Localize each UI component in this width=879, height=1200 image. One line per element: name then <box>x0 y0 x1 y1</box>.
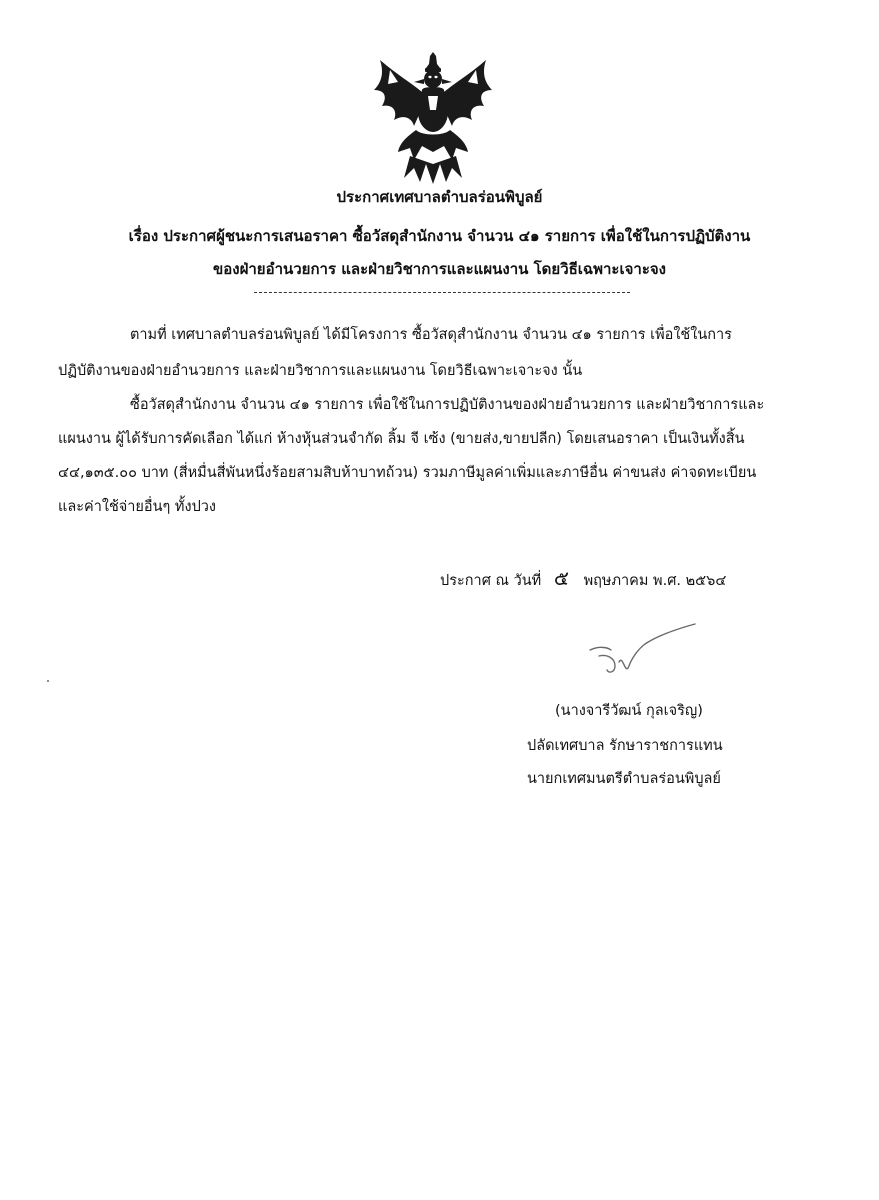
scan-speck <box>47 680 49 682</box>
paragraph-2-line-2: แผนงาน ผู้ได้รับการคัดเลือก ได้แก่ ห้างหุ้นส่วนจำกัด ลิ้ม จี เซ้ง (ขายส่ง,ขายปลีก) โดยเสนอราคา เป็นเงินทั้งสิ้น <box>58 431 745 447</box>
paragraph-2-line-4: และค่าใช้จ่ายอื่นๆ ทั้งปวง <box>58 499 216 515</box>
date-day: ๕ <box>553 566 569 590</box>
paragraph-1-line-1: ตามที่ เทศบาลตำบลร่อนพิบูลย์ ได้มีโครงการ ซื้อวัสดุสำนักงาน จำนวน ๔๑ รายการ เพื่อใช้ในการ <box>130 327 732 343</box>
signatory-name: (นางจารีวัฒน์ กุลเจริญ) <box>555 703 703 719</box>
announcement-date <box>440 567 726 592</box>
date-prefix: ประกาศ ณ วันที่ <box>440 573 542 589</box>
signatory-position-1: ปลัดเทศบาล รักษาราชการแทน <box>527 738 723 754</box>
garuda-emblem-icon <box>370 52 496 186</box>
subject-line-1: เรื่อง ประกาศผู้ชนะการเสนอราคา ซื้อวัสดุสำนักงาน จำนวน ๔๑ รายการ เพื่อใช้ในการปฏิบัติงาน <box>128 227 751 245</box>
paragraph-2-line-1: ซื้อวัสดุสำนักงาน จำนวน ๔๑ รายการ เพื่อใช้ในการปฏิบัติงานของฝ่ายอำนวยการ และฝ่ายวิชาการและ <box>130 397 765 413</box>
signatory-position-2: นายกเทศมนตรีตำบลร่อนพิบูลย์ <box>527 771 721 787</box>
paragraph-2-line-3: ๔๔,๑๓๕.๐๐ บาท (สี่หมื่นสี่พันหนึ่งร้อยสามสิบห้าบาทถ้วน) รวมภาษีมูลค่าเพิ่มและภาษีอื่น ค่าขนส่ง ค่าจดทะเบียน <box>58 465 757 481</box>
announcement-title: ประกาศเทศบาลตำบลร่อนพิบูลย์ <box>336 188 543 206</box>
paragraph-1-line-2: ปฏิบัติงานของฝ่ายอำนวยการ และฝ่ายวิชาการและแผนงาน โดยวิธีเฉพาะเจาะจง นั้น <box>58 363 583 379</box>
subject-line-2: ของฝ่ายอำนวยการ และฝ่ายวิชาการและแผนงาน โดยวิธีเฉพาะเจาะจง <box>212 260 666 278</box>
date-month-year: พฤษภาคม พ.ศ. ๒๕๖๔ <box>583 573 727 589</box>
header-divider <box>254 292 630 293</box>
handwritten-signature-icon <box>585 620 700 680</box>
